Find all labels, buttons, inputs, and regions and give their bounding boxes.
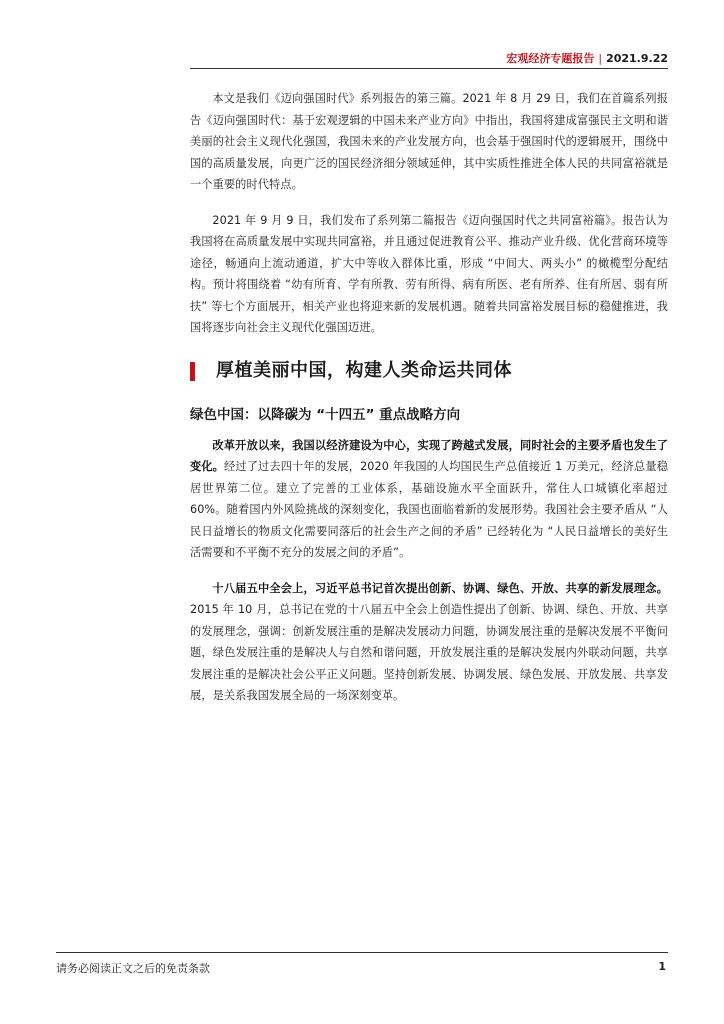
report-type: 宏观经济专题报告 — [506, 52, 595, 65]
subsection-heading: 绿色中国：以降碳为 “十四五” 重点战略方向 — [190, 406, 461, 423]
section-heading — [190, 359, 668, 383]
footer-disclaimer: 请务必阅读正文之后的免责条款 — [56, 962, 210, 975]
page-number: 1 — [658, 960, 666, 973]
report-date: 2021.9.22 — [606, 52, 668, 65]
paragraph-4-body: 2015 年 10 月，总书记在党的十八届五中全会上创造性提出了创新、协调、绿色、开放、共享的发展理念，强调：创新发展注重的是解决发展动力问题，协调发展注重的是解决发展不平衡问题，绿色发展注重的是解决人与自然和谐问题，开放发展注重的是解决发展内外联动问题，共享发展注重的是解决社会公平正义问题。坚持创新发展、协调发展、绿色发展、开放发展、共享发展，是关系我国发展全局的一场深刻变革。 — [190, 603, 668, 702]
paragraph-4 — [190, 578, 668, 707]
report-header — [506, 50, 668, 66]
paragraph-3-body: 经过了过去四十年的发展，2020 年我国的人均国民生产总值接近 1 万美元，经济总量稳居世界第二位。建立了完善的工业体系，基础设施水平全面跃升，常住人口城镇化率超过 60%。随着国内外风险挑战的深刻变化，我国也面临着新的发展形势。我国社会主要矛盾从 “人民日益增长的物质文化需要同落后的社会生产之间的矛盾” 已经转化为 “人民日益增长的美好生活需要和不平衡不充分的发展之间的矛盾”。 — [190, 460, 668, 559]
section-title-text: 厚植美丽中国，构建人类命运共同体 — [216, 359, 512, 381]
header-divider — [190, 68, 668, 69]
paragraph-2: 2021 年 9 月 9 日，我们发布了系列第二篇报告《迈向强国时代之共同富裕篇》。报告认为我国将在高质量发展中实现共同富裕，并且通过促进教育公平、推动产业升级、优化营商环境等途径，畅通向上流动通道，扩大中等收入群体比重，形成 “中间大、两头小” 的橄榄型分配结构。预计将围绕着 “幼有所育、学有所教、劳有所得、病有所医、老有所养、住有所居、弱有所扶” 等七个方面展开，相关产业也将迎来新的发展机遇。随着共同富裕发展目标的稳健推进，我国将逐步向社会主义现代化强国迈进。 — [190, 213, 668, 334]
footer-divider — [56, 952, 668, 953]
main-content — [190, 88, 668, 721]
header-separator: | — [598, 52, 603, 65]
paragraph-1: 本文是我们《迈向强国时代》系列报告的第三篇。2021 年 8 月 29 日，我们在首篇系列报告《迈向强国时代：基于宏观逻辑的中国未来产业方向》中指出，我国将建成富强民主文明和谐美丽的社会主义现代化强国，我国未来的产业发展方向，也会基于强国时代的逻辑展开，围绕中国的高质量发展，向更广泛的国民经济细分领域延伸，其中实质性推进全体人民的共同富裕就是一个重要的时代特点。 — [190, 92, 668, 191]
paragraph-3-lead: 改革开放以来，我国以经济建设为中心，实现了跨越式发展，同时社会的主要矛盾也发生了变化。 — [190, 438, 668, 473]
paragraph-4-lead: 十八届五中全会上，习近平总书记首次提出创新、协调、绿色、开放、共享的新发展理念。 — [212, 581, 668, 595]
paragraph-3 — [190, 435, 668, 564]
section-marker-icon — [190, 362, 195, 381]
